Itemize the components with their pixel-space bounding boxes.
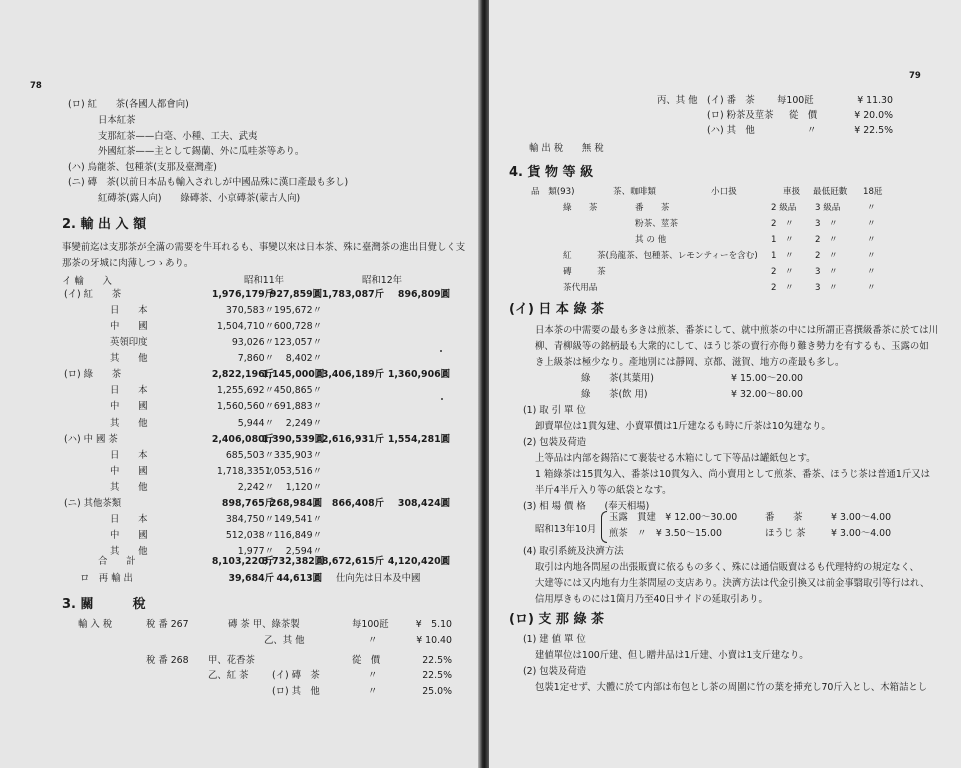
row-cell: 896,809圓 [397,289,450,300]
row-cell: 2,242〃 [237,482,274,493]
row-cell: 1,976,179斤 [211,289,274,300]
text-line: 支那紅茶——白毫、小種、工夫、武夷 [98,131,258,142]
row-cell: 123,057〃 [273,337,322,348]
row-cell: 5,944〃 [237,418,274,429]
brace-icon [601,511,607,543]
market-price: ¥ 3.00〜4.00 [831,528,892,539]
grade-header: 品 類(93) [531,187,575,197]
reexport-label: ロ 再 輸 出 [80,573,133,584]
subheading: (2) 包裝及荷造 [523,666,587,677]
grade-cell: 3 〃 [815,283,838,293]
row-cell: 93,026〃 [231,337,274,348]
tariff-cell: 從 價 [789,110,818,121]
row-cell: 195,672〃 [273,305,322,316]
subheading: (1) 建 値 單 位 [523,634,586,645]
tariff-cell: 乙、紅 茶 [208,670,249,681]
text-line: (ハ) 烏龍茶、包種茶(支那及臺灣產) [68,162,217,173]
subheading: (3) 相 場 價 格 (奉天相場) [523,501,650,512]
left-page [0,0,478,768]
grade-cell: 〃 [867,267,876,277]
tariff-cell: ¥ 11.30 [857,95,893,106]
section-heading: 4. 貨 物 等 級 [509,165,594,180]
paragraph-line: 那茶の牙城に肉薄しつゝあり。 [62,258,194,269]
grade-header: 最低瓩數 [813,187,848,197]
reexport-cell: 44,613圓 [276,573,322,584]
tariff-cell: 22.5% [422,655,452,666]
row-cell: 1,053,516〃 [264,466,322,477]
grade-cell: 2 〃 [771,219,794,229]
paragraph-line: 半斤4半斤入り等の紙袋となす。 [535,485,672,496]
row-cell: 2,616,931斤 [321,434,384,445]
market-price: 煎茶 〃 ¥ 3.50〜15.00 [609,528,722,539]
page-number: 79 [909,71,921,81]
export-tax: 輸 出 稅 無 稅 [529,143,604,154]
subheading: (2) 包裝及荷造 [523,437,587,448]
paragraph-line: 信用厚きものには1箇月乃至40日サイドの延取引あり。 [535,594,768,605]
grade-header: 車扱 [783,187,801,197]
row-cell: 600,728〃 [273,321,322,332]
row-cell: 370,583〃 [225,305,274,316]
reexport-cell: 39,684斤 [228,573,274,584]
paragraph-line: 卸賣單位は1貫匁建、小賣單價は1斤建なるも時に斤茶は10匁建なり。 [535,421,831,432]
row-cell: 335,903〃 [273,450,322,461]
tariff-cell: 輸 入 稅 [78,619,113,630]
row-cell: 691,883〃 [273,401,322,412]
tariff-cell: 每100瓩 [352,619,389,630]
tariff-cell: 稅 番 267 [146,619,189,630]
grade-cell: 2 級品 [771,203,797,213]
grade-cell: 2 〃 [771,267,794,277]
row-cell: 1,120〃 [285,482,322,493]
grade-cell: 茶 [597,267,606,277]
row-cell: 1,554,281圓 [387,434,450,445]
grade-cell: 2 〃 [815,251,838,261]
year-header: 昭和11年 [244,275,285,286]
subheading: (4) 取引系統及決濟方法 [523,546,624,557]
grade-cell: 番 茶 [635,203,670,213]
row-cell: 898,765斤 [221,498,274,509]
row-label: (イ) 紅 茶 [64,289,122,300]
row-label: 其 他 [110,353,148,364]
grade-cell: 〃 [867,283,876,293]
tariff-cell: 〃 [368,635,378,646]
market-date: 昭和13年10月 [535,524,597,535]
row-cell: 1,255,692〃 [216,385,274,396]
tariff-cell: 22.5% [422,670,452,681]
total-cell: 4,120,420圓 [387,556,450,567]
grade-cell: 3 級品 [815,203,841,213]
paragraph-line: き上級茶は極少なり。產地別には靜岡、京都、滋賀、地方の產最も多し。 [535,357,845,368]
tariff-cell: (ロ) 粉茶及莖茶 [707,110,774,121]
row-label: 中 國 [110,530,148,541]
grade-cell: 粉茶、莖茶 [635,219,678,229]
row-cell: 2,249〃 [285,418,322,429]
tariff-cell: ¥ 22.5% [854,125,893,136]
total-cell: 3,732,382圓 [262,556,325,567]
row-label: 日 本 [110,385,148,396]
row-label: 其 他 [110,418,148,429]
row-cell: 1,718,335〃 [216,466,274,477]
price-value: ¥ 15.00〜20.00 [731,373,803,384]
market-price: ほうじ 茶 [765,528,806,539]
grade-cell: 磚 [563,267,572,277]
total-cell: 8,103,220斤 [211,556,274,567]
paragraph-line: 1 箱綠茶は15貫匁入、番茶は10貫匁入、尚小賣用として煎茶、番茶、ほうじ茶は普通1斤又は [535,469,931,480]
grade-cell: 〃 [867,219,876,229]
text-line: 日本紅茶 [98,115,136,126]
paragraph-line: 事變前迄は支那茶が全滿の需要を牛耳れるも、事變以來は日本茶、殊に臺灣茶の進出目覺しく支 [62,242,466,253]
tariff-cell: 丙、其 他 [657,95,698,106]
row-cell: 7,860〃 [237,353,274,364]
grade-cell: 茶(烏龍茶、包種茶、レモンティーを含む) [597,251,758,261]
tariff-cell: 〃 [807,125,817,136]
tariff-cell: (ロ) 其 他 [272,686,320,697]
total-label: 合 計 [98,556,136,567]
tariff-cell: 25.0% [422,686,452,697]
grade-cell: 綠 茶 [563,203,598,213]
row-cell: 512,038〃 [225,530,274,541]
row-cell: 685,503〃 [225,450,274,461]
row-label: 日 本 [110,514,148,525]
paragraph-line: 取引は内地各問屋の出張販賣に依るもの多く、殊には通信販賣はるも代理特約の規定なく、 [535,562,920,573]
row-cell: 2,406,080斤 [211,434,274,445]
paragraph-line: 包裝1定せず、大體に於て内部は布包とし茶の周圍に竹の葉を挿充し70斤入とし、木箱詰とし [535,682,928,693]
row-label: 其 他 [110,546,148,557]
tariff-cell: 乙、其 他 [264,635,305,646]
reexport-note: 仕向先は日本及中國 [336,573,421,584]
row-label: 日 本 [110,450,148,461]
grade-cell: 紅 [563,251,572,261]
paragraph-line: 上等品は内部を錫箔にて裹装せる木箱にして下等品は罐紙包とす。 [535,453,816,464]
text-line: 外國紅茶——主として錫蘭、外に瓜哇茶等あり。 [98,146,305,157]
tariff-cell: ¥ 20.0% [854,110,893,121]
grade-cell: 2 〃 [815,235,838,245]
row-cell: 8,402〃 [285,353,322,364]
tariff-cell: 從 價 [352,655,381,666]
grade-cell: 茶代用品 [563,283,598,293]
row-cell: 1,360,906圓 [387,369,450,380]
row-label: 英領印度 [110,337,148,348]
grade-header: 茶、咖啡類 [613,187,656,197]
row-cell: 1,560,560〃 [216,401,274,412]
price-label: 綠 茶(其葉用) [581,373,654,384]
tariff-cell: 稅 番 268 [146,655,189,666]
grade-cell: 1 〃 [771,235,794,245]
tariff-cell: ¥ 5.10 [415,619,452,630]
tariff-cell: 〃 [368,670,378,681]
row-cell: 116,849〃 [273,530,322,541]
paragraph-line: 大建等には又内地有力生茶問屋の支店あり。決濟方法は代金引換又は前金事翳取引等行はれ、 [535,578,930,589]
row-cell: 1,783,087斤 [321,289,384,300]
tariff-cell: (イ) 磚 茶 [272,670,320,681]
tariff-cell: (イ) 番 茶 [707,95,755,106]
row-cell: 1,145,000圓 [262,369,325,380]
tariff-cell: 磚 茶 甲、綠茶製 [228,619,300,630]
paragraph-line: 建値單位は100斤建、但し贈井品は1斤建、小賣は1支斤建なり。 [535,650,809,661]
market-price: 番 茶 [765,512,803,523]
row-cell: 2,594〃 [285,546,322,557]
row-label: (ロ) 綠 茶 [64,369,122,380]
grade-header: 小口扱 [711,187,737,197]
row-cell: 1,390,539圓 [262,434,325,445]
row-cell: 3,406,189斤 [321,369,384,380]
market-price: ¥ 3.00〜4.00 [831,512,892,523]
section-heading: (イ) 日 本 綠 茶 [509,302,604,317]
row-cell: 308,424圓 [397,498,450,509]
tariff-cell: 〃 [368,686,378,697]
row-cell: 2,822,196斤 [211,369,274,380]
section-heading: 3. 關 稅 [62,597,146,612]
right-page [489,0,961,768]
print-speck [441,398,443,400]
row-cell: 927,859圓 [269,289,322,300]
grade-cell: 1 〃 [771,251,794,261]
page-number: 78 [30,81,42,91]
grade-cell: 〃 [867,203,876,213]
section-heading: 2. 輸 出 入 額 [62,217,147,232]
year-header: 昭和12年 [362,275,403,286]
grade-cell: 3 〃 [815,267,838,277]
paragraph-line: 柳、青柳級等の銘柄最も大衆的にして、ほうじ茶の賣行亦侮り難き勢力を有するも、玉露の如 [535,341,929,352]
subheading: (1) 取 引 單 位 [523,405,586,416]
text-line: (ロ) 紅 茶(各國人都會向) [68,99,189,110]
row-cell: 1,504,710〃 [216,321,274,332]
grade-cell: 〃 [867,235,876,245]
import-label: イ 輸 入 [62,276,112,287]
section-heading: (ロ) 支 那 綠 茶 [509,612,604,627]
row-cell: 1,977〃 [237,546,274,557]
row-label: (ハ) 中 國 茶 [64,434,118,445]
tariff-cell: 每100瓩 [777,95,814,106]
grade-cell: 2 〃 [771,283,794,293]
print-speck [440,350,442,352]
paragraph-line: 日本茶の中需要の最も多きは煎茶、番茶にして、就中煎茶の中には所謂正喜撰級番茶に於ては川 [535,325,938,336]
market-price: 玉露 貫建 ¥ 12.00〜30.00 [609,512,738,523]
price-label: 綠 茶(飲 用) [581,389,648,400]
row-label: (ニ) 其他茶類 [64,498,122,509]
row-cell: 384,750〃 [225,514,274,525]
row-label: 中 國 [110,401,148,412]
grade-header: 18瓩 [863,187,883,197]
text-line: (ニ) 磚 茶(以前日本品も輸入されしが中國品殊に漢口產最も多し) [68,177,349,188]
row-cell: 268,984圓 [269,498,322,509]
row-label: 其 他 [110,482,148,493]
tariff-cell: 甲、花香茶 [208,655,255,666]
row-label: 中 國 [110,321,148,332]
row-cell: 866,408斤 [331,498,384,509]
grade-cell: 其 の 他 [635,235,667,245]
book-gutter [478,0,489,768]
text-line: 紅磚茶(露人向) 綠磚茶、小京磚茶(蒙古人向) [98,193,301,204]
tariff-cell: ¥ 10.40 [416,635,452,646]
total-cell: 8,672,615斤 [321,556,384,567]
grade-cell: 〃 [867,251,876,261]
row-cell: 450,865〃 [273,385,322,396]
row-label: 日 本 [110,305,148,316]
grade-cell: 3 〃 [815,219,838,229]
row-cell: 149,541〃 [273,514,322,525]
row-label: 中 國 [110,466,148,477]
price-value: ¥ 32.00〜80.00 [731,389,803,400]
tariff-cell: (ハ) 其 他 [707,125,755,136]
